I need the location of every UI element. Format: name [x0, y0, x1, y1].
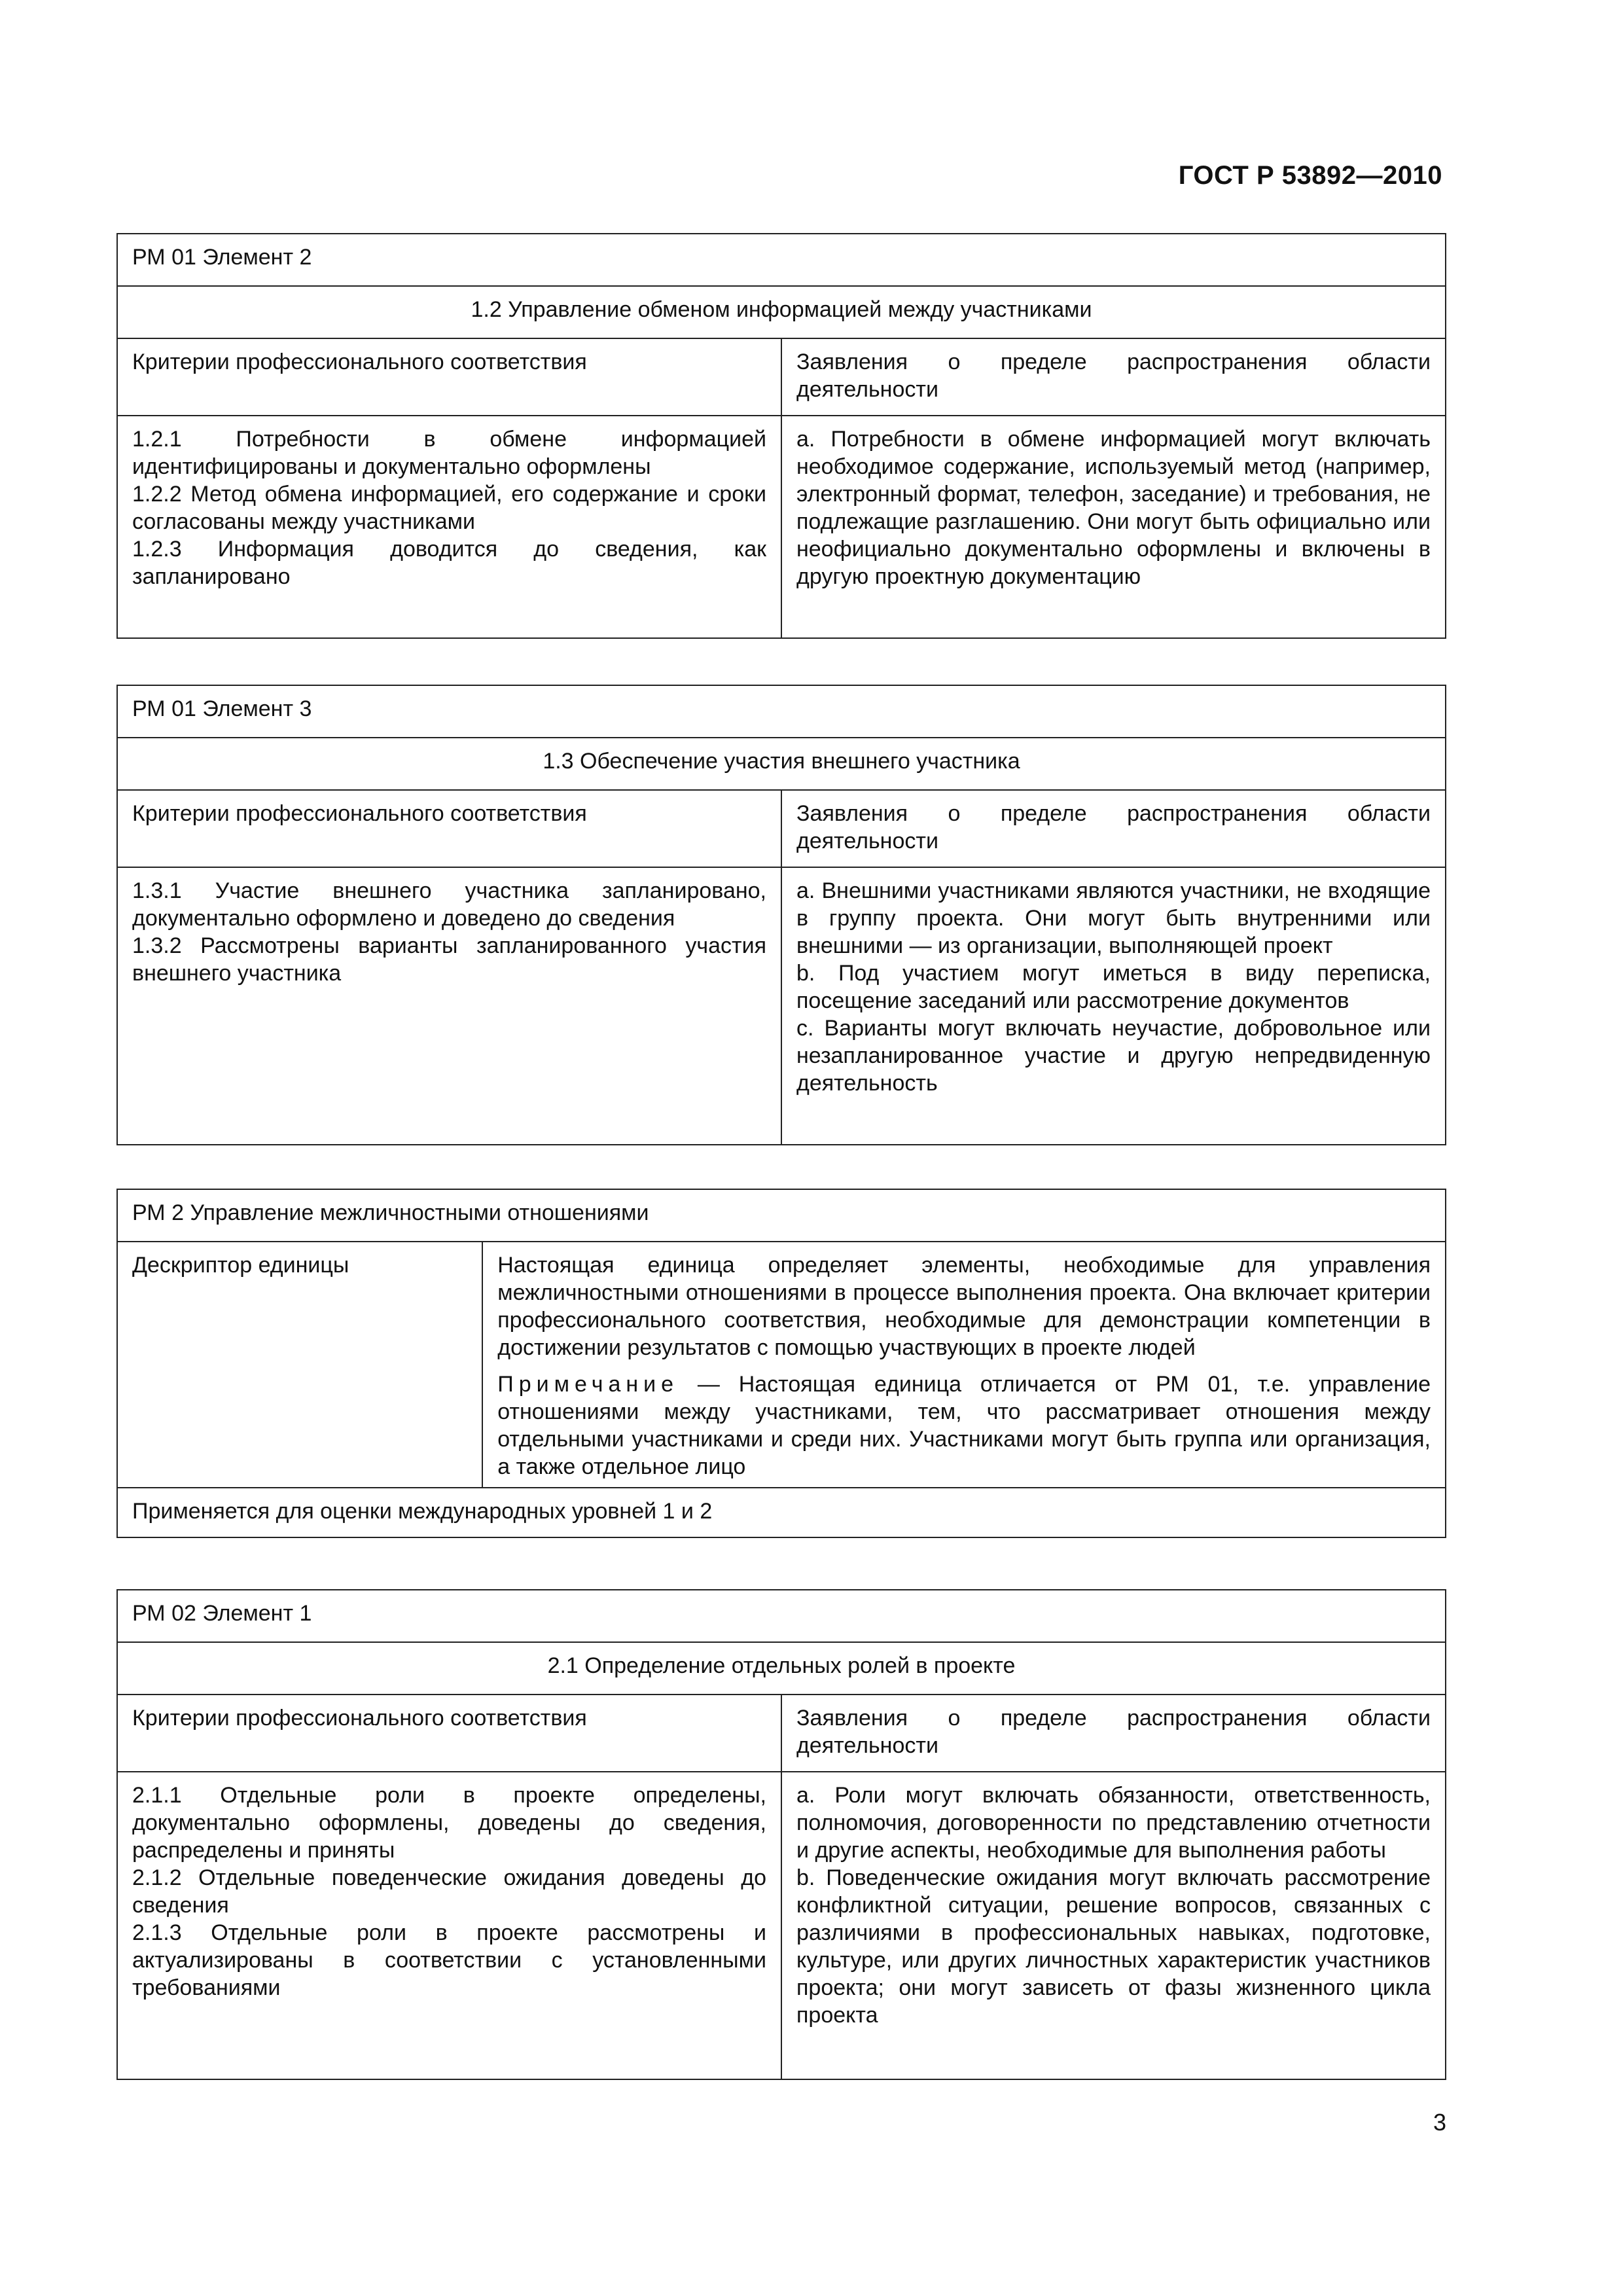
statements-header: Заявления о пределе распространения области деятельности — [781, 338, 1446, 416]
element-table-pm01-2 — [116, 233, 1446, 639]
note-paragraph — [497, 1371, 1431, 1480]
note-label: Примечание — [497, 1372, 679, 1397]
statements-header: Заявления о пределе распространения области деятельности — [781, 1695, 1446, 1772]
criteria-item: 1.3.2 Рассмотрены варианты запланированного участия внешнего участника — [132, 933, 766, 986]
statement-item: а. Потребности в обмене информацией могут включать необходимое содержание, используемый метод (например, электронный формат, телефон, заседание) и требования, не подлежащие разглашению. Они могут быть официально или неофициально документально оформлены и включены в другую проектную документацию — [796, 427, 1431, 589]
descriptor-cell — [482, 1242, 1446, 1488]
statement-item: b. Поведенческие ожидания могут включать рассмотрение конфликтной ситуации, решение вопросов, связанных с различиями в профессиональных навыках, подготовке, культуре, или других личностных характеристик участников проекта; они могут зависеть от фазы жизненного цикла проекта — [796, 1865, 1431, 2028]
criteria-item: 2.1.2 Отдельные поведенческие ожидания доведены до сведения — [132, 1865, 766, 1918]
criteria-item: 1.2.1 Потребности в обмене информацией идентифицированы и документально оформлены — [132, 427, 766, 479]
section-title: 1.3 Обеспечение участия внешнего участника — [117, 738, 1446, 790]
criteria-header: Критерии профессионального соответствия — [117, 1695, 781, 1772]
criteria-item: 1.2.2 Метод обмена информацией, его содержание и сроки согласованы между участниками — [132, 482, 766, 534]
descriptor-label: Дескриптор единицы — [117, 1242, 482, 1488]
standard-number: ГОСТ Р 53892—2010 — [1178, 161, 1442, 190]
criteria-cell — [117, 1772, 781, 2079]
page-number: 3 — [1433, 2109, 1446, 2136]
statement-item: b. Под участием могут иметься в виду переписка, посещение заседаний или рассмотрение документов — [796, 961, 1431, 1013]
applies-text: Применяется для оценки международных уровней 1 и 2 — [117, 1488, 1446, 1537]
statements-cell — [781, 416, 1446, 638]
criteria-item: 1.3.1 Участие внешнего участника запланировано, документально оформлено и доведено до сведения — [132, 878, 766, 931]
statements-header: Заявления о пределе распространения области деятельности — [781, 790, 1446, 867]
unit-table-pm2 — [116, 1189, 1446, 1538]
criteria-cell — [117, 867, 781, 1145]
unit-title: РМ 2 Управление межличностными отношениями — [117, 1189, 1446, 1242]
note-text: — Настоящая единица отличается от РМ 01, т.е. управление отношениями между участниками, тем, что рассматривает отношения между отдельными участниками и среди них. Участниками могут быть группа или организация, а также отдельное лицо — [497, 1372, 1431, 1479]
element-table-pm01-3 — [116, 685, 1446, 1145]
criteria-item: 2.1.3 Отдельные роли в проекте рассмотрены и актуализированы в соответствии с установленными требованиями — [132, 1920, 766, 2000]
statements-cell — [781, 1772, 1446, 2079]
statement-item: с. Варианты могут включать неучастие, добровольное или незапланированное участие и другую непредвиденную деятельность — [796, 1016, 1431, 1096]
criteria-header: Критерии профессионального соответствия — [117, 338, 781, 416]
criteria-item: 2.1.1 Отдельные роли в проекте определены, документально оформлены, доведены до сведения, распределены и приняты — [132, 1783, 766, 1863]
descriptor-text: Настоящая единица определяет элементы, необходимые для управления межличностными отношениями в процессе выполнения проекта. Она включает критерии профессионального соответствия, необходимые для демонстрации компетенции в достижении результатов с помощью участвующих в проекте людей — [497, 1253, 1431, 1360]
element-title: РМ 01 Элемент 2 — [117, 234, 1446, 286]
element-title: РМ 01 Элемент 3 — [117, 685, 1446, 738]
statements-cell — [781, 867, 1446, 1145]
criteria-cell — [117, 416, 781, 638]
statement-item: а. Внешними участниками являются участники, не входящие в группу проекта. Они могут быть внутренними или внешними — из организации, выполняющей проект — [796, 878, 1431, 958]
section-title: 1.2 Управление обменом информацией между участниками — [117, 286, 1446, 338]
element-table-pm02-1 — [116, 1589, 1446, 2080]
element-title: РМ 02 Элемент 1 — [117, 1590, 1446, 1642]
criteria-header: Критерии профессионального соответствия — [117, 790, 781, 867]
section-title: 2.1 Определение отдельных ролей в проекте — [117, 1642, 1446, 1695]
statement-item: а. Роли могут включать обязанности, ответственность, полномочия, договоренности по представлению отчетности и другие аспекты, необходимые для выполнения работы — [796, 1783, 1431, 1863]
criteria-item: 1.2.3 Информация доводится до сведения, как запланировано — [132, 537, 766, 589]
